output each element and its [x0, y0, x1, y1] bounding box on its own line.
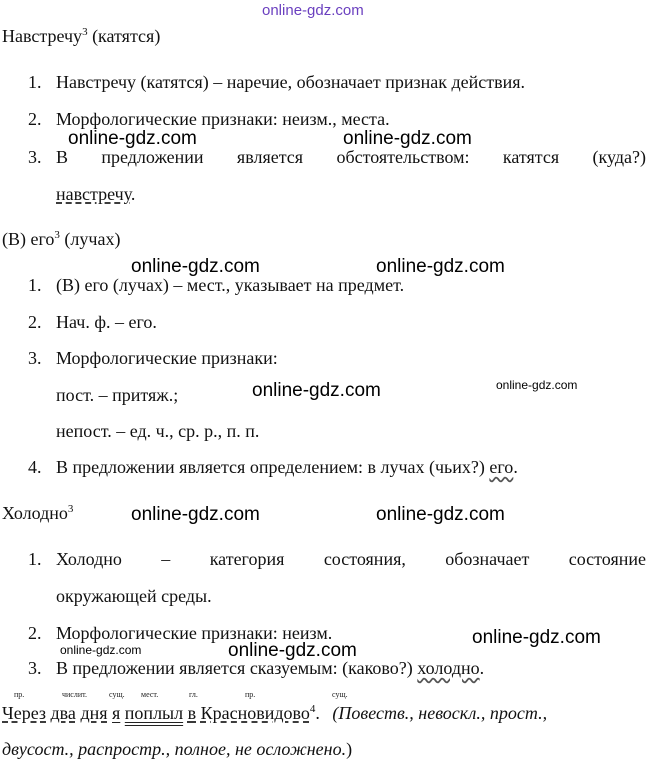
watermark: online-gdz.com — [252, 380, 381, 401]
list-number: 3. — [28, 147, 42, 167]
list-number: 2. — [28, 109, 42, 129]
list-number: 1. — [28, 549, 42, 569]
list-item: Нач. ф. – его. — [56, 312, 157, 332]
list-number: 2. — [28, 312, 42, 332]
list-number: 1. — [28, 275, 42, 295]
list-item: Морфологические признаки: неизм., места. — [56, 109, 390, 129]
list-item: В предложении является сказуемым: (каково?) холодно. — [56, 658, 485, 678]
pos-tag: пр. — [14, 690, 25, 699]
watermark: online-gdz.com — [472, 627, 601, 648]
section-title: (В) его$^3$ (лучах) — [2, 229, 121, 249]
list-item: В предложении является определением: в лучах (чьих?) его. — [56, 457, 518, 477]
list-number: 3. — [28, 658, 42, 678]
watermark: online-gdz.com — [131, 504, 260, 525]
watermark: online-gdz.com — [376, 256, 505, 277]
pos-tag: пр. — [245, 690, 256, 699]
pos-tag: гл. — [189, 690, 198, 699]
watermark: online-gdz.com — [60, 643, 142, 657]
parsed-sentence: Через два дня я поплыл в Красновидово$^4$. (Повеств., невоскл., прост., — [2, 703, 548, 723]
list-item: Холодно – категория состояния, обозначает состояние — [56, 549, 646, 569]
list-item: Морфологические признаки: — [56, 348, 278, 368]
list-item: В предложении является обстоятельством: катятся (куда?) — [56, 147, 646, 167]
list-number: 2. — [28, 623, 42, 643]
list-item-continuation: навстречу. — [56, 184, 136, 204]
list-item: Морфологические признаки: неизм. — [56, 623, 333, 643]
watermark: online-gdz.com — [343, 128, 472, 149]
pos-tag: сущ. — [109, 690, 125, 699]
list-number: 3. — [28, 348, 42, 368]
watermark: online-gdz.com — [131, 256, 260, 277]
list-item: (В) его (лучах) – мест., указывает на предмет. — [56, 275, 405, 295]
watermark: online-gdz.com — [262, 2, 364, 19]
watermark: online-gdz.com — [228, 640, 357, 661]
list-item-continuation: окружающей среды. — [56, 586, 212, 606]
pos-tag: сущ. — [332, 690, 348, 699]
sub-item: непост. – ед. ч., ср. р., п. п. — [56, 421, 260, 441]
list-number: 1. — [28, 72, 42, 92]
sub-item: пост. – притяж.; — [56, 385, 179, 405]
watermark: online-gdz.com — [376, 504, 505, 525]
pos-tag: числит. — [62, 690, 88, 699]
watermark: online-gdz.com — [496, 378, 578, 392]
pos-tag: мест. — [141, 690, 159, 699]
sentence-analysis: двусост., распростр., полное, не осложнено.) — [2, 739, 353, 759]
watermark: online-gdz.com — [68, 128, 197, 149]
section-title: Холодно$^3$ — [2, 503, 74, 523]
section-title: Навстречу$^3$ (катятся) — [2, 26, 161, 46]
list-item: Навстречу (катятся) – наречие, обозначает признак действия. — [56, 72, 525, 92]
list-number: 4. — [28, 457, 42, 477]
